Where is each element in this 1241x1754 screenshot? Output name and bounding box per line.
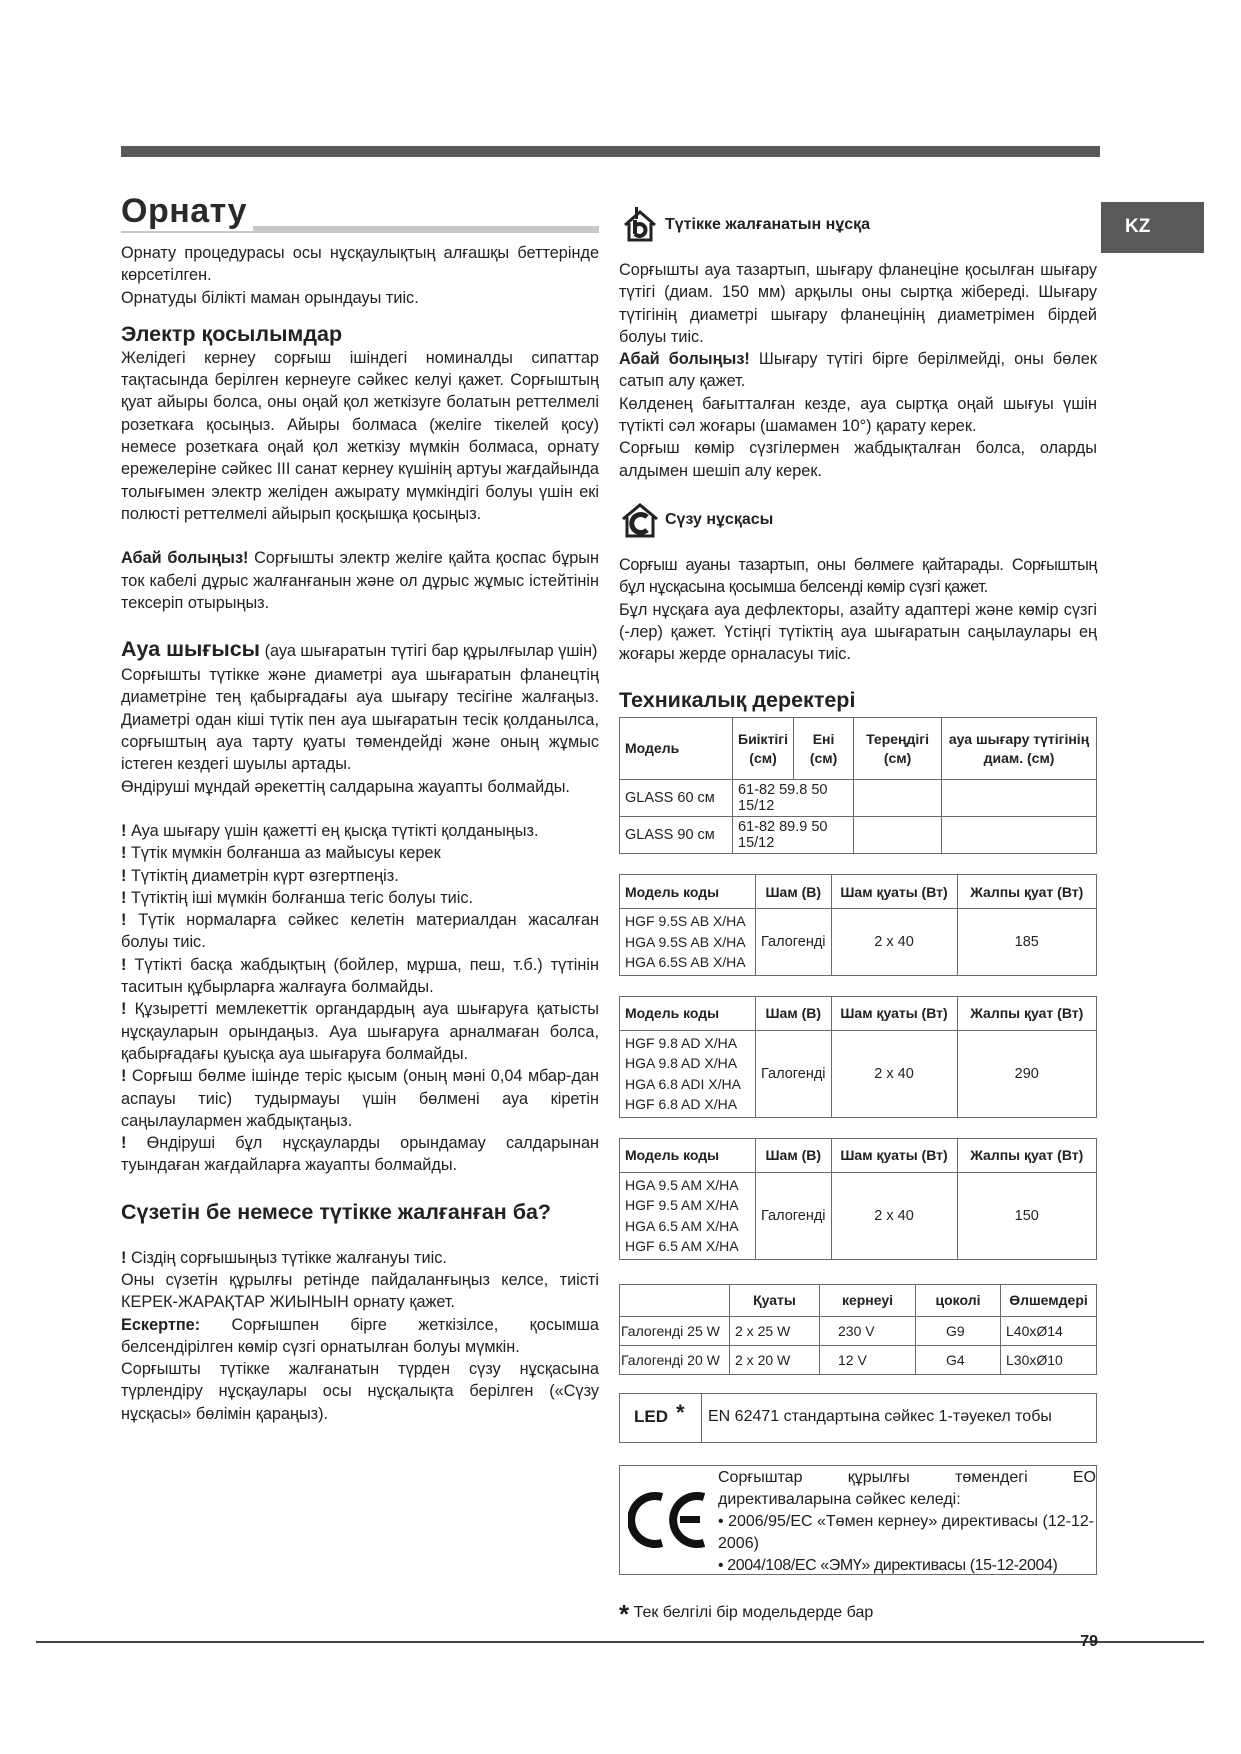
filter-house-icon xyxy=(619,499,661,541)
table-cell: Галогенді 20 W xyxy=(620,1345,730,1374)
dimensions-table xyxy=(619,717,1097,854)
intro-text-1: Орнату процедурасы осы нұсқаулықтың алғашқы беттерінде көрсетілген. xyxy=(121,244,599,285)
list-item: ! Түтік мүмкін болғанша аз майысуы керек xyxy=(121,844,441,863)
air-outlet-heading: Ауа шығысы (ауа шығаратын түтігі бар құрылғылар үшін) xyxy=(121,637,598,662)
table-cell: L30xØ10 xyxy=(1001,1345,1097,1374)
led-label: LED * xyxy=(620,1394,702,1442)
table-header: ауа шығару түтігінің диам. (см) xyxy=(942,718,1097,780)
table-cell: 12 V xyxy=(820,1345,916,1374)
electric-text: Желідегі кернеу сорғыш ішіндегі номиналды сипаттар тақтасында берілген кернеуге сәйкес келуі қажет. Сорғыштың қуат айыры болса, оны оңай қол жеткізуге болатын реттелмелі розеткаға қосыңыз. Айыры болмаса (желіге тікелей қосу) немесе розеткаға оңай қол жеткізу мүмкін болмаса, орнату ережелеріне сәйкес III санат кернеу күшінің артуы жағдайында толығымен электр желіден ажырату мүмкіндігі болуы үшін екі полюсті реттелмелі айырып қосқышқа қосыңыз. xyxy=(121,348,599,523)
list-item: ! Өндіруші бұл нұсқауларды орындамау салдарынан туындаған жағдайларға жауапты болмайды. xyxy=(121,1134,599,1175)
table-header: Өлшемдері xyxy=(1001,1284,1097,1316)
list-item: ! Түтік нормаларға сәйкес келетін материалдан жасалған болуы тиіс. xyxy=(121,911,599,952)
table-header: Шам қуаты (Вт) xyxy=(831,1138,957,1172)
filter-version-text-2: Бұл нұсқаға ауа дефлекторы, азайту адаптері және көмір сүзгі (-лер) қажет. Үстіңгі түтіктің ауа шығаратын саңылаулары ең жоғары жерде орналасуы тиіс. xyxy=(619,600,1097,664)
table-cell: 2 x 20 W xyxy=(730,1345,820,1374)
electric-warning: Абай болыңыз! Сорғышты электр желіге қайта қоспас бұрын ток кабелі дұрыс жалғанғанын және ол дұрыс жұмыс істейтінін тексеріп отырыңыз. xyxy=(121,549,599,612)
table-row xyxy=(620,1316,1097,1345)
air-notes-list xyxy=(121,820,599,1177)
table-header: Шам (В) xyxy=(756,996,832,1030)
table-cell: L40xØ14 xyxy=(1001,1316,1097,1345)
table-header-row xyxy=(620,1284,1097,1316)
table-header: Биіктігі (см) xyxy=(733,718,794,780)
ce-text: Сорғыштар құрылғы төмендегі ЕО директиваларына сәйкес келеді: • 2006/95/EC «Төмен кернеу» директивасы (12-12-2006) • 2004/108/EC «ЭМҮ» директивасы (15-12-2004) xyxy=(718,1468,1096,1574)
table-header: Жалпы қуат (Вт) xyxy=(957,996,1096,1030)
table-header-row xyxy=(620,1138,1097,1172)
table-cell: 150 xyxy=(957,1172,1096,1259)
left-column xyxy=(121,192,599,1425)
lamp-table-1 xyxy=(619,874,1097,976)
table-header-row xyxy=(620,875,1097,909)
top-rule xyxy=(121,146,1100,157)
duct-house-icon xyxy=(619,204,661,246)
table-row xyxy=(620,780,1097,817)
table-header-row xyxy=(620,996,1097,1030)
table-header: Тереңдігі (см) xyxy=(854,718,942,780)
tech-data-heading: Техникалық деректері xyxy=(619,688,856,713)
table-header-row xyxy=(620,718,1097,780)
language-tab: KZ xyxy=(1101,202,1204,253)
lamp-table-3 xyxy=(619,1138,1097,1260)
duct-warning: Абай болыңыз! Шығару түтігі бірге берілмейді, оны бөлек сатып алу қажет. xyxy=(619,350,1097,391)
air-outlet-text: Сорғышты түтікке және диаметрі ауа шығаратын фланецтің диаметріне тең қабырғадағы ауа шығару тесігіне жалғаңыз. Диаметрі одан кіші түтік пен ауа шығаратын тесік қолданылса, сорғыштың ауа тарту қуаты төмендейді және оның жұмыс істеген кездегі шуылы артады. xyxy=(121,666,599,774)
table-header: Модель коды xyxy=(620,875,756,909)
list-item: ! Құзыретті мемлекеттік органдардың ауа шығаруға қатысты нұсқауларын орындаңыз. Ауа шығаруға арналмаған болса, қабырғадағы қуысқа ауа шығаруға болмайды. xyxy=(121,1000,599,1063)
table-cell xyxy=(854,780,942,817)
table-cell: 185 xyxy=(957,909,1096,976)
table-header: Модель коды xyxy=(620,1138,756,1172)
page-number: 79 xyxy=(1080,1633,1098,1650)
table-cell xyxy=(854,817,942,854)
table-cell: GLASS 60 см xyxy=(620,780,733,817)
table-header: Қуаты xyxy=(730,1284,820,1316)
filter-version-heading: Сүзу нұсқасы xyxy=(619,500,1097,540)
table-header: Шам (В) xyxy=(756,1138,832,1172)
lamp-table-2 xyxy=(619,996,1097,1118)
led-info-box xyxy=(619,1393,1097,1443)
note-text: Ескертпе: Сорғышпен бірге жеткізілсе, қосымша белсендірілген көмір сүзгі орнатылған болуы мүмкін. xyxy=(121,1315,599,1356)
conversion-text: Сорғышты түтікке жалғанатын түрден сүзу нұсқасына түрлендіру нұсқаулары осы нұсқалықта берілген («Сүзу нұсқасы» бөлімін қараңыз). xyxy=(121,1360,599,1423)
table-cell: 61-82 89.9 50 15/12 xyxy=(733,817,854,854)
table-cell: Галогенді xyxy=(756,1172,832,1259)
list-item: ! Түтікті басқа жабдықтың (бойлер, мұрша, пеш, т.б.) түтінін таситын құбырларға жалғауға болмайды. xyxy=(121,955,599,997)
page-title-block xyxy=(121,192,599,242)
list-item: ! Түтіктің іші мүмкін болғанша тегіс болуы тиіс. xyxy=(121,888,474,907)
duct-version-text: Сорғышты ауа тазартып, шығару фланеціне қосылған шығару түтігі (диам. 150 мм) арқылы оны сыртқа жібереді. Шығару түтігінің диаметрі шығару фланецінің диаметрімен бірдей болуы тиіс. xyxy=(619,261,1097,346)
electric-heading: Электр қосылымдар xyxy=(121,321,343,346)
accessory-kit-text: Оны сүзетін құрылғы ретінде пайдаланғыңыз келсе, тиісті КЕРЕК-ЖАРАҚТАР ЖИЫНЫН орнату қажет. xyxy=(121,1270,599,1312)
table-cell: G9 xyxy=(916,1316,1001,1345)
list-item: ! Сорғыш бөлме ішінде теріс қысым (оның мәні 0,04 мбар-дан аспауы тиіс) тудырмауы үшін бөлмені ауа кіретін саңылаулармен жабдықтаңыз. xyxy=(121,1067,599,1130)
table-row xyxy=(620,817,1097,854)
table-header: Шам (В) xyxy=(756,875,832,909)
table-header: кернеуі xyxy=(820,1284,916,1316)
table-header: Модель xyxy=(620,718,733,780)
bottom-rule xyxy=(36,1641,1204,1643)
right-column xyxy=(619,205,1097,1630)
model-codes-cell: HGF 9.8 AD X/HA HGA 9.8 AD X/HA HGA 6.8 ADI X/HA HGF 6.8 AD X/HA xyxy=(620,1030,756,1117)
table-cell: 2 x 25 W xyxy=(730,1316,820,1345)
duct-filter-text: Сорғыш көмір сүзгілермен жабдықталған болса, оларды алдымен шешіп алу керек. xyxy=(619,439,1097,480)
duct-version-heading: Түтікке жалғанатын нұсқа xyxy=(619,205,1097,245)
filter-version-text-1: Сорғыш ауаны тазартып, оны бөлмеге қайтарады. Сорғыштың бұл нұсқасына қосымша белсенді көмір сүзгі қажет. xyxy=(619,555,1097,597)
duct-angle-text: Көлденең бағытталған кезде, ауа сыртқа оңай шығуы үшін түтікті сәл жоғары (шамамен 10°) қарату керек. xyxy=(619,394,1097,436)
table-cell: Галогенді xyxy=(756,909,832,976)
table-cell: G4 xyxy=(916,1345,1001,1374)
table-header: Жалпы қуат (Вт) xyxy=(957,875,1096,909)
led-risk-text: EN 62471 стандартына сәйкес 1-тәуекел тобы xyxy=(708,1407,1052,1425)
table-row xyxy=(620,909,1097,976)
duct-required-text: ! Сіздің сорғышыңыз түтікке жалғануы тиіс. xyxy=(121,1248,447,1267)
ce-mark xyxy=(620,1466,718,1574)
table-header: Ені (см) xyxy=(794,718,854,780)
table-cell: 290 xyxy=(957,1030,1096,1117)
bulb-table xyxy=(619,1284,1097,1375)
table-cell: 2 x 40 xyxy=(831,909,957,976)
model-codes-cell: HGA 9.5 AM X/HA HGF 9.5 AM X/HA HGA 6.5 AM X/HA HGF 6.5 AM X/HA xyxy=(620,1172,756,1259)
table-cell: Галогенді xyxy=(756,1030,832,1117)
page-title: Орнату xyxy=(121,192,253,231)
table-row xyxy=(620,1172,1097,1259)
table-header: Шам қуаты (Вт) xyxy=(831,996,957,1030)
table-cell: GLASS 90 см xyxy=(620,817,733,854)
list-item: ! Ауа шығару үшін қажетті ең қысқа түтікті қолданыңыз. xyxy=(121,821,539,840)
table-header: Шам қуаты (Вт) xyxy=(831,875,957,909)
table-header: цоколі xyxy=(916,1284,1001,1316)
footnote: * Тек белгілі бір модельдерде бар xyxy=(619,1598,874,1629)
table-header: Модель коды xyxy=(620,996,756,1030)
table-cell: 230 V xyxy=(820,1316,916,1345)
table-header xyxy=(620,1284,730,1316)
table-cell xyxy=(942,817,1097,854)
model-codes-cell: HGF 9.5S AB X/HA HGA 9.5S AB X/HA HGA 6.5S AB X/HA xyxy=(620,909,756,976)
table-cell xyxy=(942,780,1097,817)
intro-text-2: Орнатуды білікті маман орындауы тиіс. xyxy=(121,288,419,307)
table-cell: 2 x 40 xyxy=(831,1030,957,1117)
filter-or-duct-heading: Сүзетін бе немесе түтікке жалғанған ба? xyxy=(121,1199,552,1224)
table-cell: 2 x 40 xyxy=(831,1172,957,1259)
table-row xyxy=(620,1030,1097,1117)
ce-declaration-box xyxy=(619,1465,1097,1575)
table-header: Жалпы қуат (Вт) xyxy=(957,1138,1096,1172)
air-outlet-liability: Өндіруші мұндай әрекеттің салдарына жауапты болмайды. xyxy=(121,777,570,796)
list-item: ! Түтіктің диаметрін күрт өзгертпеңіз. xyxy=(121,866,399,885)
table-cell: 61-82 59.8 50 15/12 xyxy=(733,780,854,817)
table-cell: Галогенді 25 W xyxy=(620,1316,730,1345)
ce-mark-icon xyxy=(628,1489,710,1551)
table-row xyxy=(620,1345,1097,1374)
